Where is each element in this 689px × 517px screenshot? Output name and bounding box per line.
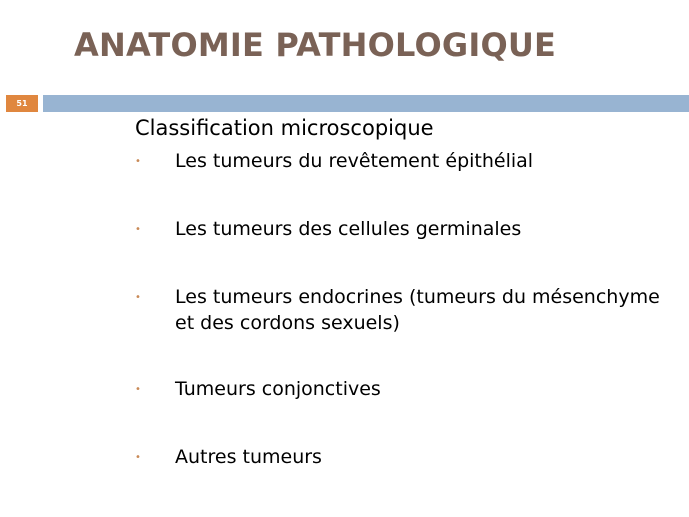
list-item-text: Autres tumeurs [175,446,322,468]
bullet-icon: • [135,224,141,235]
list-item-text: Tumeurs conjonctives [175,378,381,400]
slide-title: ANATOMIE PATHOLOGIQUE [74,26,557,64]
bullet-icon: • [135,384,141,395]
list-item-text: Les tumeurs du revêtement épithélial [175,150,534,172]
bullet-icon: • [135,156,141,167]
bullet-icon: • [135,292,141,303]
list-item-text: Les tumeurs des cellules germinales [175,218,522,240]
list-item-text: Les tumeurs endocrines (tumeurs du mésenchyme et des cordons sexuels) [175,286,660,334]
header-bar [43,95,689,112]
section-heading: Classification microscopique [135,116,434,140]
slide-number-badge: 51 [6,95,38,112]
bullet-icon: • [135,452,141,463]
